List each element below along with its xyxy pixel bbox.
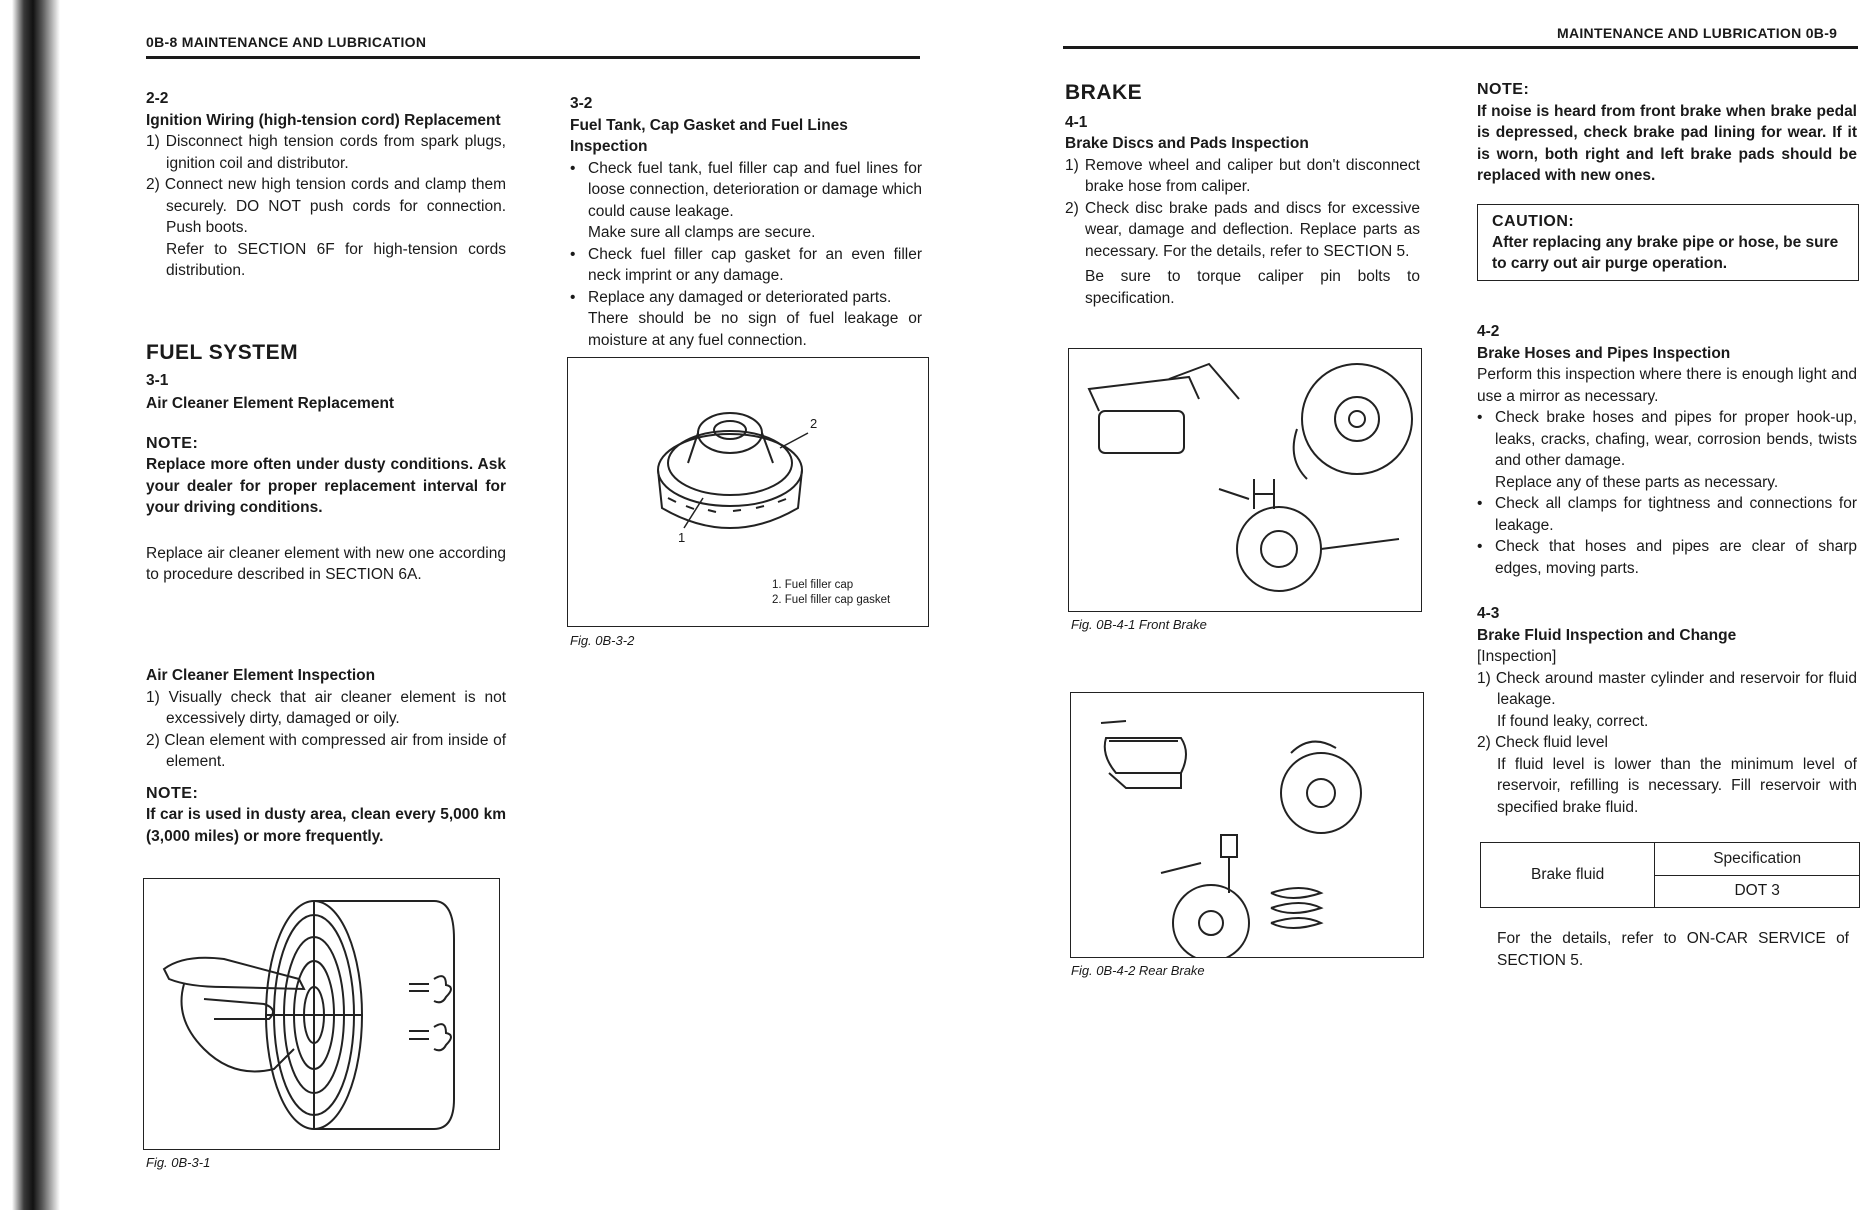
figure-legend xyxy=(772,578,890,608)
figure-caption: Fig. 0B-3-2 xyxy=(570,633,635,648)
bullet-text: Check brake hoses and pipes for proper hook-up, leaks, cracks, chafing, wear, corrosion bends, twists and other damage. xyxy=(1495,409,1857,469)
rear-brake-illustration xyxy=(1071,693,1423,957)
section-title: Ignition Wiring (high-tension cord) Replacement xyxy=(146,111,501,129)
brake-note xyxy=(1477,79,1857,187)
step-1: 1) Remove wheel and caliper but don't disconnect brake hose from caliper. xyxy=(1065,156,1420,195)
section-3-2 xyxy=(570,93,922,351)
bullet-mark: • xyxy=(570,245,576,263)
callout-2: 2 xyxy=(810,416,818,431)
section-4-3 xyxy=(1477,603,1857,818)
figure-caption: Fig. 0B-4-1 Front Brake xyxy=(1071,617,1207,632)
footer-text: For the details, refer to ON-CAR SERVICE of SECTION 5. xyxy=(1497,930,1849,969)
header-rule-left xyxy=(146,56,920,59)
figure-air-cleaner xyxy=(143,878,500,1150)
fuel-system-heading: FUEL SYSTEM xyxy=(146,341,299,364)
note-text: If noise is heard from front brake when brake pedal is depressed, check brake pad lining for wear. If it is worn, both right and left brake pads should be replaced with new ones. xyxy=(1477,102,1857,184)
bullet-mark: • xyxy=(1477,538,1483,555)
note-label: NOTE: xyxy=(146,434,199,452)
footer-note xyxy=(1497,928,1849,971)
legend-item-1: 1. Fuel filler cap xyxy=(772,579,854,591)
legend-item-2: 2. Fuel filler cap gasket xyxy=(772,594,891,606)
section-title: Fuel Tank, Cap Gasket and Fuel Lines Inspection xyxy=(570,116,848,155)
figure-caption: Fig. 0B-3-1 xyxy=(146,1155,211,1170)
torque-note: Be sure to torque caliper pin bolts to specification. xyxy=(1085,268,1420,307)
fuel-system-section xyxy=(146,342,506,586)
figure-rear-brake xyxy=(1070,692,1424,958)
book-binding xyxy=(0,0,60,1210)
inspection-step-2: 2) Clean element with compressed air from inside of element. xyxy=(146,731,506,770)
note-text: Replace more often under dusty conditions. Ask your dealer for proper replacement interval for your driving conditions. xyxy=(146,456,506,516)
bullet-mark: • xyxy=(570,159,576,177)
step-2: 2) Connect new high tension cords and clamp them securely. DO NOT push cords for connection. Push boots. xyxy=(146,176,506,236)
inspection-title: Air Cleaner Element Inspection xyxy=(146,667,376,684)
section-4-2 xyxy=(1477,321,1857,579)
figure-front-brake xyxy=(1068,348,1422,612)
bullet-text: Check that hoses and pipes are clear of sharp edges, moving parts. xyxy=(1495,538,1857,577)
note-label: NOTE: xyxy=(146,784,199,802)
section-number: 4-3 xyxy=(1477,605,1500,622)
page-header-right: MAINTENANCE AND LUBRICATION 0B-9 xyxy=(1557,25,1838,41)
intro-text: Perform this inspection where there is enough light and use a mirror as necessary. xyxy=(1477,366,1857,405)
section-number: 4-1 xyxy=(1065,113,1088,131)
bullet-mark: • xyxy=(1477,409,1483,426)
brake-section xyxy=(1065,82,1420,309)
note-label: NOTE: xyxy=(1477,81,1530,98)
figure-caption: Fig. 0B-4-2 Rear Brake xyxy=(1071,963,1205,978)
table-row xyxy=(1481,843,1860,876)
callout-1: 1 xyxy=(678,530,686,545)
header-rule-right xyxy=(1063,46,1858,49)
bullet-extra: There should be no sign of fuel leakage or moisture at any fuel connection. xyxy=(588,310,922,349)
bullet-extra: Replace any of these parts as necessary. xyxy=(1495,473,1779,491)
bullet-item xyxy=(1477,536,1857,579)
replacement-text: Replace air cleaner element with new one according to procedure described in SECTION 6A. xyxy=(146,544,506,583)
table-header: Specification xyxy=(1655,843,1860,876)
section-2-2 xyxy=(146,88,506,282)
section-title: Air Cleaner Element Replacement xyxy=(146,395,395,412)
bullet-text: Replace any damaged or deteriorated parts. xyxy=(588,288,892,306)
bullet-item xyxy=(1477,407,1857,493)
brake-heading: BRAKE xyxy=(1065,81,1143,104)
step-2-extra: If fluid level is lower than the minimum level of reservoir, refilling is necessary. Fill reservoir with specified brake fluid. xyxy=(1497,755,1857,816)
bullet-text: Check fuel filler cap gasket for an even filler neck imprint or any damage. xyxy=(588,245,922,284)
caution-text: After replacing any brake pipe or hose, be sure to carry out air purge operation. xyxy=(1492,234,1839,272)
section-title: Brake Discs and Pads Inspection xyxy=(1065,135,1309,152)
front-brake-illustration xyxy=(1069,349,1421,611)
section-title: Brake Fluid Inspection and Change xyxy=(1477,626,1737,644)
bullet-text: Check fuel tank, fuel filler cap and fuel lines for loose connection, deterioration or damage which could cause leakage. xyxy=(588,159,922,220)
section-number: 4-2 xyxy=(1477,323,1500,340)
step-2: 2) Check disc brake pads and discs for excessive wear, damage and deflection. Replace parts as necessary. For the details, refer to SECTION 5. xyxy=(1065,199,1420,260)
bullet-mark: • xyxy=(570,288,576,306)
section-number: 2-2 xyxy=(146,90,169,107)
air-cleaner-inspection xyxy=(146,665,506,847)
table-label: Brake fluid xyxy=(1481,843,1655,908)
step-1: 1) Check around master cylinder and reservoir for fluid leakage. xyxy=(1477,669,1857,708)
step-1-extra: If found leaky, correct. xyxy=(1497,712,1649,730)
right-page xyxy=(935,0,1870,1210)
section-title: Brake Hoses and Pipes Inspection xyxy=(1477,344,1731,362)
bullet-mark: • xyxy=(1477,495,1483,512)
caution-label: CAUTION: xyxy=(1492,213,1575,230)
spec-table xyxy=(1480,842,1860,908)
step-1: 1) Disconnect high tension cords from spark plugs, ignition coil and distributor. xyxy=(146,133,506,172)
note-text: If car is used in dusty area, clean every 5,000 km (3,000 miles) or more frequently. xyxy=(146,806,506,845)
step-2-note: Refer to SECTION 6F for high-tension cords distribution. xyxy=(166,240,506,279)
inspection-step-1: 1) Visually check that air cleaner element is not excessively dirty, damaged or oily. xyxy=(146,688,506,727)
bullet-item xyxy=(1477,493,1857,536)
subsection-label: [Inspection] xyxy=(1477,648,1557,665)
page-header-left: 0B-8 MAINTENANCE AND LUBRICATION xyxy=(146,34,427,50)
bullet-item xyxy=(570,244,922,287)
caution-box xyxy=(1477,204,1859,281)
bullet-item xyxy=(570,158,922,244)
air-cleaner-illustration xyxy=(144,879,499,1149)
step-2: 2) Check fluid level xyxy=(1477,734,1608,751)
bullet-item xyxy=(570,287,922,352)
table-value: DOT 3 xyxy=(1655,875,1860,908)
figure-fuel-cap xyxy=(567,357,929,627)
bullet-text: Check all clamps for tightness and connections for leakage. xyxy=(1495,495,1857,534)
bullet-extra: Make sure all clamps are secure. xyxy=(588,224,816,241)
section-number: 3-1 xyxy=(146,371,169,389)
section-number: 3-2 xyxy=(570,95,593,112)
